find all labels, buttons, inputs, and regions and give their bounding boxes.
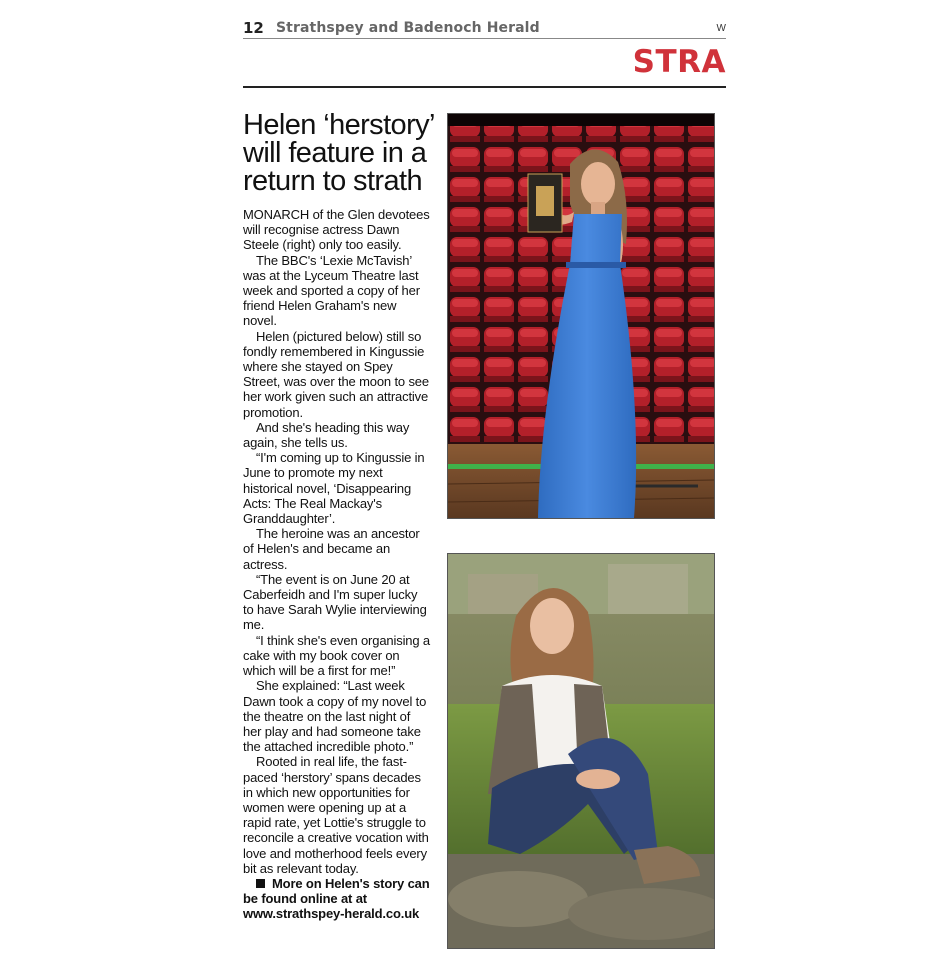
- article-headline: Helen ‘herstory’ will feature in a return to strath: [243, 109, 434, 197]
- square-bullet-icon: [256, 879, 265, 888]
- section-rule: [243, 86, 726, 88]
- article-paragraph: Helen (pictured below) still so fondly remembered in Kingussie where she stayed on Spey Street, was over the moon to see her work given such an attractive promotion.: [243, 328, 429, 420]
- newspaper-name: Strathspey and Badenoch Herald: [276, 20, 540, 36]
- newspaper-page: [243, 0, 726, 980]
- article-paragraph: MONARCH of the Glen devotees will recognise actress Dawn Steele (right) only too easily.: [243, 207, 430, 253]
- article-body: [243, 207, 431, 922]
- article-paragraph: And she's heading this way again, she tells us.: [243, 419, 410, 451]
- article-paragraph: “I'm coming up to Kingussie in June to promote my next historical novel, ‘Disappearing Acts: The Real Mackay's Granddaughter’.: [243, 450, 425, 527]
- article-paragraph: “The event is on June 20 at Caberfeidh and I'm super lucky to have Sarah Wylie interviewing me.: [243, 571, 427, 633]
- article-paragraph: Rooted in real life, the fast-paced ‘herstory’ spans decades in which new opportunities for women were opening up at a rapid rate, yet Lottie's struggle to reconcile a creative vocation with love and motherhood feels every bit as relevant today.: [243, 754, 429, 876]
- page-number: 12: [243, 19, 264, 37]
- header-date-fragment: W: [716, 23, 726, 34]
- tagline-text: More on Helen's story can be found online at at www.strathspey-herald.co.uk: [243, 875, 430, 922]
- article-paragraph: “I think she's even organising a cake with my book cover on which will be a first for me!”: [243, 632, 431, 679]
- header-rule: [243, 38, 726, 39]
- article-paragraph: She explained: “Last week Dawn took a copy of my novel to the theatre on the last night of her play and had someone take the attached incredible photo.”: [243, 678, 427, 755]
- article-tagline: [243, 876, 431, 922]
- photo-helen-graham-outdoors-image: [448, 554, 714, 948]
- section-tag: STRA: [632, 44, 726, 80]
- page-header: [243, 18, 726, 40]
- article-paragraph: The heroine was an ancestor of Helen's and became an actress.: [243, 526, 420, 572]
- photo-dawn-steele-theatre-image: [448, 114, 714, 518]
- photo-dawn-steele-theatre: [447, 113, 715, 519]
- article-paragraph: The BBC's ‘Lexie McTavish’ was at the Lyceum Theatre last week and sported a copy of her friend Helen Graham's new novel.: [243, 252, 420, 329]
- photo-helen-graham-outdoors: [447, 553, 715, 949]
